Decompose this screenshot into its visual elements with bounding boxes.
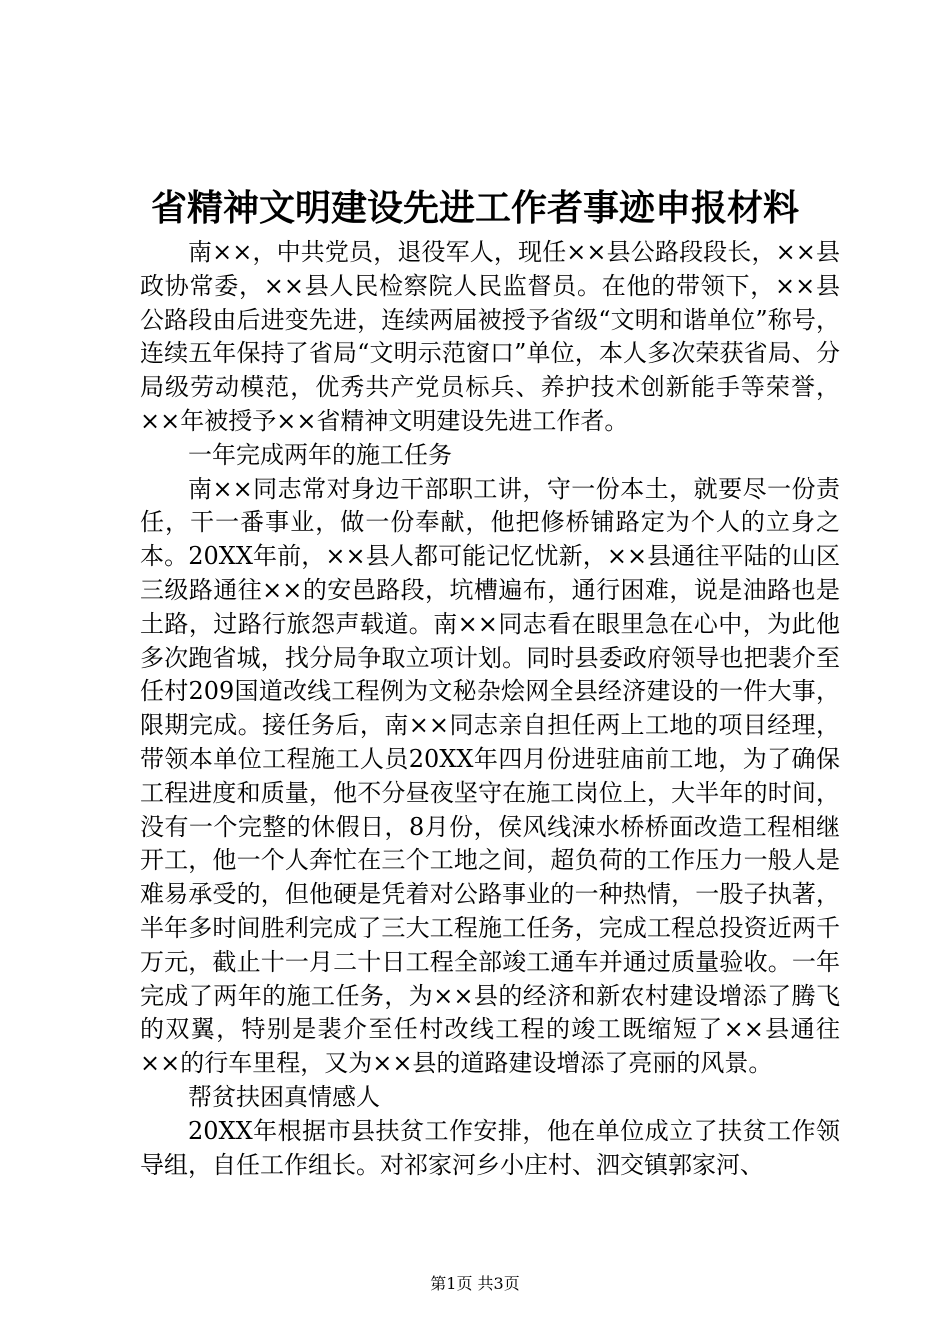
document-body [140,236,840,1182]
page-number-footer: 第1页 共3页 [430,1274,520,1293]
paragraph-intro: 南××，中共党员，退役军人，现任××县公路段段长，××县政协常委，××县人民检察院人民监督员。在他的带领下，××县公路段由后进变先进，连续两届被授予省级“文明和谐单位”称号，连续五年保持了省局“文明示范窗口”单位，本人多次荣获省局、分局级劳动模范，优秀共产党员标兵、养护技术创新能手等荣誉，××年被授予××省精神文明建设先进工作者。 [140,238,840,435]
section-heading-poverty-relief: 帮贫扶困真情感人 [188,1082,380,1111]
paragraph-poverty-relief: 20XX年根据市县扶贫工作安排，他在单位成立了扶贫工作领导组，自任工作组长。对祁家河乡小庄村、泗交镇郭家河、 [140,1116,840,1179]
paragraph-construction: 南××同志常对身边干部职工讲，守一份本土，就要尽一份责任，干一番事业，做一份奉献，他把修桥铺路定为个人的立身之本。20XX年前，××县人都可能记忆忧新，××县通往平陆的山区三级路通往××的安邑路段，坑槽遍布，通行困难，说是油路也是土路，过路行旅怨声载道。南××同志看在眼里急在心中，为此他多次跑省城，找分局争取立项计划。同时县委政府领导也把裴介至任村209国道改线工程例为文秘杂烩网全县经济建设的一件大事，限期完成。接任务后，南××同志亲自担任两上工地的项目经理，带领本单位工程施工人员20XX年四月份进驻庙前工地，为了确保工程进度和质量，他不分昼夜坚守在施工岗位上，大半年的时间，没有一个完整的休假日，8月份，侯风线涑水桥桥面改造工程相继开工，他一个人奔忙在三个工地之间，超负荷的工作压力一般人是难易承受的，但他硬是凭着对公路事业的一种热情，一股子执著，半年多时间胜利完成了三大工程施工任务，完成工程总投资近两千万元，截止十一月二十日工程全部竣工通车并通过质量验收。一年完成了两年的施工任务，为××县的经济和新农村建设增添了腾飞的双翼，特别是裴介至任村改线工程的竣工既缩短了××县通往××的行车里程，又为××县的道路建设增添了亮丽的风景。 [140,474,840,1078]
document-title: 省精神文明建设先进工作者事迹申报材料 [150,187,799,229]
section-heading-construction: 一年完成两年的施工任务 [188,440,452,469]
